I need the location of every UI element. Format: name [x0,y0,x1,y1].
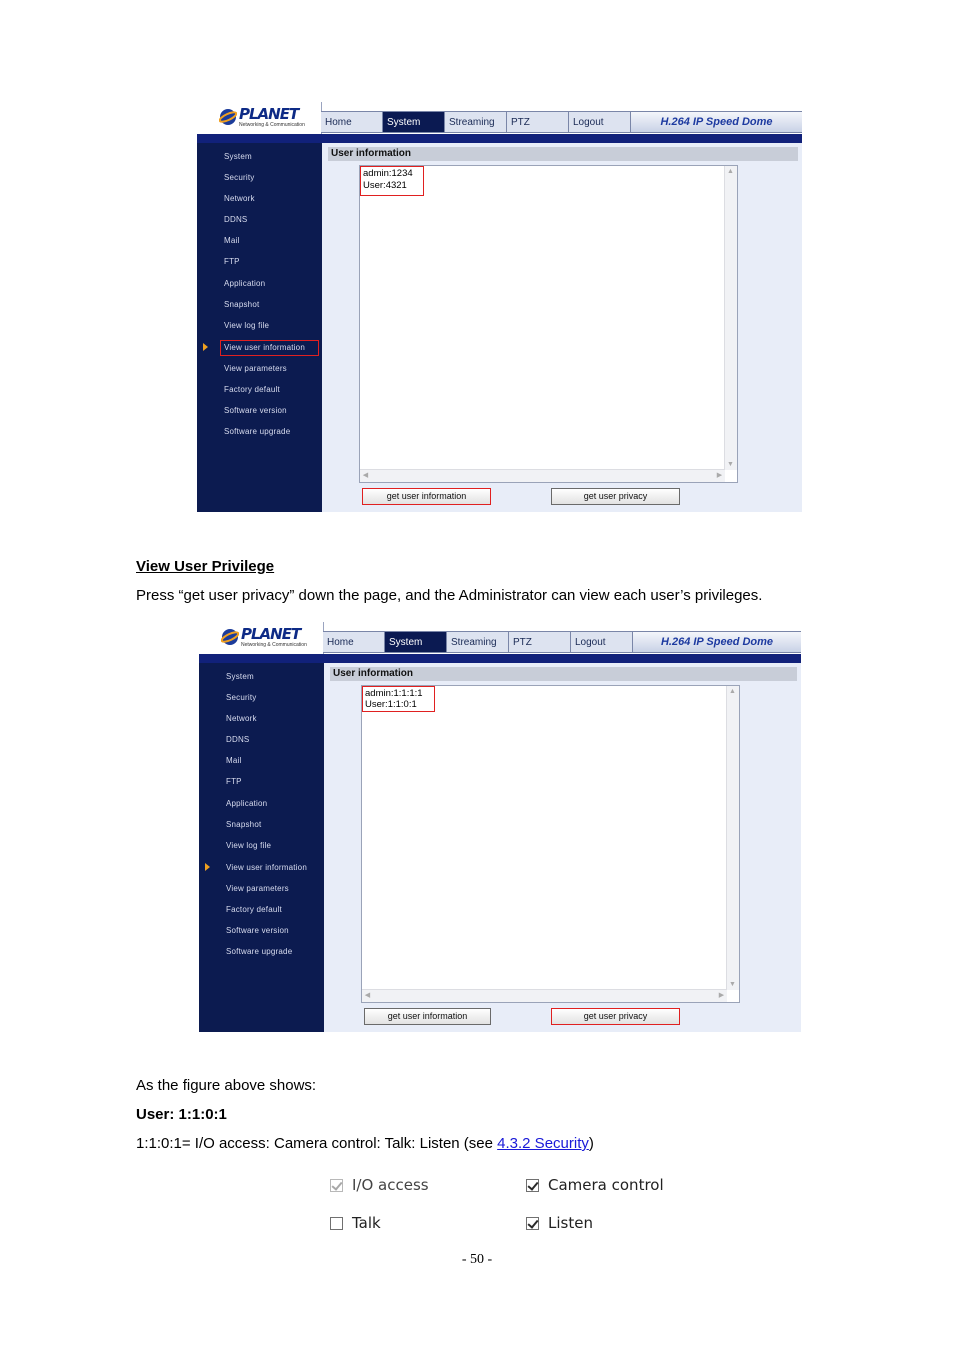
horizontal-scrollbar[interactable] [362,989,727,1002]
checkbox-checked-icon [330,1179,343,1192]
paragraph: Press “get user privacy” down the page, and the Administrator can view each user’s privileges. [136,587,763,604]
content-panel [322,143,802,512]
tab-streaming[interactable]: Streaming [447,632,509,652]
sidebar-item-ddns[interactable]: DDNS [224,215,248,224]
text-line: admin:1:1:1:1 [365,688,423,699]
checkbox-label: Listen [548,1214,593,1232]
sidebar-item-view-user-information[interactable]: View user information [226,863,307,872]
selected-arrow-icon [205,863,210,871]
explanation-text: 1:1:0:1= I/O access: Camera control: Talk: Listen (see [136,1135,498,1152]
scroll-left-icon[interactable]: ◀ [364,992,371,999]
screenshot-user-privilege [199,622,801,1032]
tab-home[interactable]: Home [323,632,385,652]
get-user-information-button[interactable]: get user information [362,488,491,505]
planet-logo [197,102,322,134]
brand-title: H.264 IP Speed Dome [631,112,802,132]
sidebar-item-ftp[interactable]: FTP [226,777,242,786]
scroll-down-icon[interactable]: ▼ [729,981,736,988]
sidebar-item-network[interactable]: Network [226,714,257,723]
planet-logo-icon [219,108,237,126]
scroll-right-icon[interactable]: ▶ [716,472,723,479]
user-label: User: 1:1:0:1 [136,1106,227,1123]
paragraph: As the figure above shows: [136,1077,317,1094]
sidebar-item-system[interactable]: System [226,672,254,681]
vertical-scrollbar[interactable] [724,166,737,470]
checkbox-checked-icon [526,1179,539,1192]
sidebar-item-snapshot[interactable]: Snapshot [224,300,260,309]
tab-logout[interactable]: Logout [571,632,633,652]
checkbox-checked-icon [526,1217,539,1230]
planet-logo [199,622,324,654]
brand-title: H.264 IP Speed Dome [633,632,801,652]
tab-system[interactable]: System [385,632,447,652]
sidebar-item-software-upgrade[interactable]: Software upgrade [224,427,291,436]
sidebar [197,143,322,512]
scroll-right-icon[interactable]: ▶ [718,992,725,999]
scroll-down-icon[interactable]: ▼ [727,461,734,468]
sidebar-item-mail[interactable]: Mail [226,756,242,765]
user-info-textarea[interactable] [359,165,738,483]
io-access-checkbox[interactable] [330,1176,429,1194]
content-panel [324,663,801,1032]
selected-arrow-icon [203,343,208,351]
checkbox-label: I/O access [352,1176,429,1194]
checkbox-label: Talk [352,1214,381,1232]
text-line: admin:1234 [363,168,413,179]
main-nav [321,111,802,133]
sidebar-item-factory-default[interactable]: Factory default [226,905,282,914]
sidebar-item-view-parameters[interactable]: View parameters [224,364,287,373]
sidebar-item-system[interactable]: System [224,152,252,161]
checkbox-label: Camera control [548,1176,664,1194]
tab-ptz[interactable]: PTZ [507,112,569,132]
text-line: User:1:1:0:1 [365,699,417,710]
vertical-scrollbar[interactable] [726,686,739,990]
logo-text: PLANET [241,625,301,643]
talk-checkbox[interactable] [330,1214,381,1232]
scroll-left-icon[interactable]: ◀ [362,472,369,479]
sidebar-item-software-upgrade[interactable]: Software upgrade [226,947,293,956]
panel-title: User information [330,667,797,681]
scroll-up-icon[interactable]: ▲ [727,168,734,175]
logo-subtext: Networking & Communication [239,122,305,128]
get-user-information-button[interactable]: get user information [364,1008,491,1025]
horizontal-scrollbar[interactable] [360,469,725,482]
explanation [136,1135,594,1152]
sidebar-item-view-parameters[interactable]: View parameters [226,884,289,893]
logo-subtext: Networking & Communication [241,642,307,648]
camera-control-checkbox[interactable] [526,1176,664,1194]
blue-strip [197,134,802,143]
tab-streaming[interactable]: Streaming [445,112,507,132]
planet-logo-icon [221,628,239,646]
blue-strip [199,654,801,663]
checkbox-unchecked-icon [330,1217,343,1230]
sidebar-item-view-log[interactable]: View log file [226,841,272,850]
explanation-suffix: ) [588,1135,594,1152]
top-bar [199,622,801,654]
tab-ptz[interactable]: PTZ [509,632,571,652]
sidebar-item-application[interactable]: Application [226,799,268,808]
text-line: User:4321 [363,180,407,191]
screenshot-user-information [197,102,802,512]
section-heading: View User Privilege [136,558,275,575]
sidebar-item-software-version[interactable]: Software version [224,406,287,415]
tab-system[interactable]: System [383,112,445,132]
sidebar-item-security[interactable]: Security [224,173,255,182]
listen-checkbox[interactable] [526,1214,593,1232]
user-info-textarea[interactable] [361,685,740,1003]
get-user-privacy-button[interactable]: get user privacy [551,1008,680,1025]
sidebar-item-view-log[interactable]: View log file [224,321,270,330]
logo-text: PLANET [239,105,299,123]
get-user-privacy-button[interactable]: get user privacy [551,488,680,505]
tab-home[interactable]: Home [321,112,383,132]
main-nav [323,631,801,653]
sidebar-item-software-version[interactable]: Software version [226,926,289,935]
sidebar-item-factory-default[interactable]: Factory default [224,385,280,394]
scroll-up-icon[interactable]: ▲ [729,688,736,695]
sidebar-item-network[interactable]: Network [224,194,255,203]
sidebar [199,663,324,1032]
page-number: - 50 - [461,1252,493,1267]
panel-title: User information [328,147,798,161]
sidebar-item-application[interactable]: Application [224,279,266,288]
top-bar [197,102,802,134]
security-link[interactable]: 4.3.2 Security [497,1135,589,1152]
sidebar-item-snapshot[interactable]: Snapshot [226,820,262,829]
sidebar-item-ftp[interactable]: FTP [224,257,240,266]
sidebar-item-security[interactable]: Security [226,693,257,702]
tab-logout[interactable]: Logout [569,112,631,132]
sidebar-item-view-user-information[interactable]: View user information [224,343,305,352]
sidebar-item-mail[interactable]: Mail [224,236,240,245]
sidebar-item-ddns[interactable]: DDNS [226,735,250,744]
